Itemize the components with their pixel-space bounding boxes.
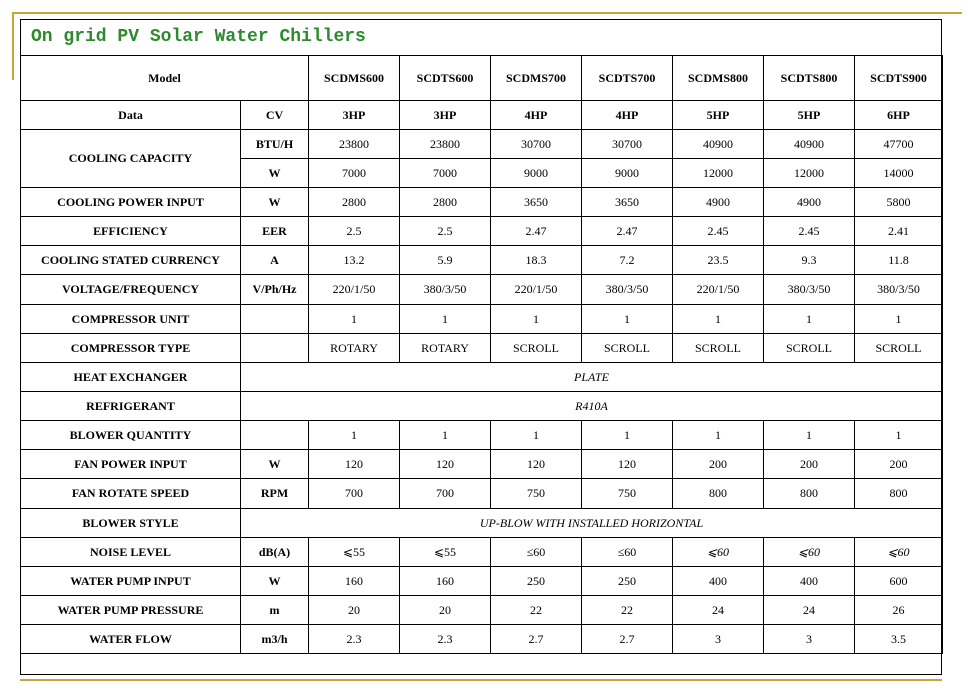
model-cell: SCDMS800: [673, 56, 764, 101]
value-cell: 4HP: [582, 101, 673, 130]
value-cell: 2.5: [400, 217, 491, 246]
row-label: FAN ROTATE SPEED: [21, 479, 241, 509]
value-cell: 12000: [673, 159, 764, 188]
row-label: BLOWER QUANTITY: [21, 421, 241, 450]
row-label: FAN POWER INPUT: [21, 450, 241, 479]
decorative-top-rule: [12, 12, 962, 14]
value-cell: 2.5: [309, 217, 400, 246]
compressor-unit-row: [21, 305, 943, 334]
merged-value-cell: UP-BLOW WITH INSTALLED HORIZONTAL: [241, 509, 943, 538]
value-cell: 1: [582, 305, 673, 334]
value-cell: 2.47: [491, 217, 582, 246]
row-label: BLOWER STYLE: [21, 509, 241, 538]
value-cell: 2.47: [582, 217, 673, 246]
value-cell: 160: [400, 567, 491, 596]
unit-cell: m: [241, 596, 309, 625]
value-cell: ≤60: [582, 538, 673, 567]
value-cell: 5HP: [764, 101, 855, 130]
value-cell: 700: [309, 479, 400, 509]
model-cell: SCDMS600: [309, 56, 400, 101]
fan-power-input-row: [21, 450, 943, 479]
value-cell: ROTARY: [400, 334, 491, 363]
value-cell: 220/1/50: [673, 275, 764, 305]
value-cell: 3650: [582, 188, 673, 217]
water-pump-pressure-row: [21, 596, 943, 625]
model-cell: SCDTS800: [764, 56, 855, 101]
value-cell: 220/1/50: [491, 275, 582, 305]
value-cell: 1: [400, 305, 491, 334]
value-cell: 2.7: [491, 625, 582, 654]
value-cell: 22: [582, 596, 673, 625]
value-cell: 23.5: [673, 246, 764, 275]
decorative-left-rule: [12, 12, 14, 80]
value-cell: 380/3/50: [582, 275, 673, 305]
value-cell: 380/3/50: [400, 275, 491, 305]
value-cell: 26: [855, 596, 943, 625]
row-label: REFRIGERANT: [21, 392, 241, 421]
unit-cell: V/Ph/Hz: [241, 275, 309, 305]
refrigerant-row: [21, 392, 943, 421]
cooling-stated-currency-row: [21, 246, 943, 275]
unit-cell: m3/h: [241, 625, 309, 654]
value-cell: 3HP: [309, 101, 400, 130]
row-label: NOISE LEVEL: [21, 538, 241, 567]
value-cell: 9.3: [764, 246, 855, 275]
row-label: COOLING POWER INPUT: [21, 188, 241, 217]
value-cell: 160: [309, 567, 400, 596]
value-cell: 13.2: [309, 246, 400, 275]
value-cell: 600: [855, 567, 943, 596]
model-label: Model: [21, 56, 309, 101]
efficiency-row: [21, 217, 943, 246]
blower-style-row: [21, 509, 943, 538]
value-cell: 800: [764, 479, 855, 509]
value-cell: 9000: [582, 159, 673, 188]
value-cell: 1: [582, 421, 673, 450]
value-cell: 18.3: [491, 246, 582, 275]
value-cell: 120: [400, 450, 491, 479]
water-pump-input-row: [21, 567, 943, 596]
value-cell: 1: [764, 305, 855, 334]
row-label: Data: [21, 101, 241, 130]
value-cell: 6HP: [855, 101, 943, 130]
value-cell: 3: [764, 625, 855, 654]
noise-level-row: [21, 538, 943, 567]
merged-value-cell: R410A: [241, 392, 943, 421]
value-cell: 2.3: [309, 625, 400, 654]
value-cell: 30700: [491, 130, 582, 159]
spec-table: [20, 55, 943, 654]
value-cell: SCROLL: [673, 334, 764, 363]
value-cell: 2.45: [673, 217, 764, 246]
unit-cell: A: [241, 246, 309, 275]
row-label: HEAT EXCHANGER: [21, 363, 241, 392]
value-cell: 200: [855, 450, 943, 479]
model-cell: SCDTS700: [582, 56, 673, 101]
value-cell: 7000: [400, 159, 491, 188]
cooling-capacity-btu-row: [21, 130, 943, 159]
row-label: COOLING CAPACITY: [21, 130, 241, 188]
value-cell: 11.8: [855, 246, 943, 275]
value-cell: 250: [491, 567, 582, 596]
row-label: WATER PUMP PRESSURE: [21, 596, 241, 625]
value-cell: 20: [309, 596, 400, 625]
value-cell: 5800: [855, 188, 943, 217]
unit-cell: CV: [241, 101, 309, 130]
row-label: COMPRESSOR UNIT: [21, 305, 241, 334]
row-label: WATER PUMP INPUT: [21, 567, 241, 596]
value-cell: 30700: [582, 130, 673, 159]
value-cell: 120: [491, 450, 582, 479]
value-cell: 14000: [855, 159, 943, 188]
value-cell: 250: [582, 567, 673, 596]
value-cell: ⩽55: [400, 538, 491, 567]
unit-cell: dB(A): [241, 538, 309, 567]
value-cell: SCROLL: [491, 334, 582, 363]
value-cell: 380/3/50: [764, 275, 855, 305]
row-label: COOLING STATED CURRENCY: [21, 246, 241, 275]
unit-cell: EER: [241, 217, 309, 246]
model-row: [21, 56, 943, 101]
value-cell: 7.2: [582, 246, 673, 275]
value-cell: ⩽60: [673, 538, 764, 567]
value-cell: 5.9: [400, 246, 491, 275]
value-cell: 400: [673, 567, 764, 596]
value-cell: 5HP: [673, 101, 764, 130]
value-cell: 4900: [764, 188, 855, 217]
blower-quantity-row: [21, 421, 943, 450]
unit-cell: [241, 334, 309, 363]
unit-cell: [241, 421, 309, 450]
value-cell: 2800: [400, 188, 491, 217]
value-cell: 750: [582, 479, 673, 509]
value-cell: ⩽55: [309, 538, 400, 567]
value-cell: 1: [673, 421, 764, 450]
value-cell: 22: [491, 596, 582, 625]
model-cell: SCDTS900: [855, 56, 943, 101]
value-cell: ⩽60: [855, 538, 943, 567]
page-title: On grid PV Solar Water Chillers: [31, 27, 366, 47]
heat-exchanger-row: [21, 363, 943, 392]
value-cell: 1: [673, 305, 764, 334]
value-cell: 120: [582, 450, 673, 479]
value-cell: 2.45: [764, 217, 855, 246]
value-cell: 24: [764, 596, 855, 625]
value-cell: 24: [673, 596, 764, 625]
row-label: VOLTAGE/FREQUENCY: [21, 275, 241, 305]
unit-cell: W: [241, 567, 309, 596]
value-cell: 1: [309, 305, 400, 334]
row-label: COMPRESSOR TYPE: [21, 334, 241, 363]
value-cell: 800: [673, 479, 764, 509]
value-cell: 1: [855, 305, 943, 334]
value-cell: 200: [673, 450, 764, 479]
value-cell: 1: [309, 421, 400, 450]
value-cell: 800: [855, 479, 943, 509]
value-cell: 2800: [309, 188, 400, 217]
value-cell: 23800: [400, 130, 491, 159]
merged-value-cell: PLATE: [241, 363, 943, 392]
value-cell: 200: [764, 450, 855, 479]
value-cell: 9000: [491, 159, 582, 188]
value-cell: 2.41: [855, 217, 943, 246]
value-cell: SCROLL: [764, 334, 855, 363]
value-cell: 3: [673, 625, 764, 654]
value-cell: 3650: [491, 188, 582, 217]
value-cell: 380/3/50: [855, 275, 943, 305]
value-cell: 1: [400, 421, 491, 450]
value-cell: 1: [491, 421, 582, 450]
value-cell: ROTARY: [309, 334, 400, 363]
unit-cell: W: [241, 450, 309, 479]
value-cell: SCROLL: [855, 334, 943, 363]
value-cell: 700: [400, 479, 491, 509]
cooling-power-input-row: [21, 188, 943, 217]
value-cell: 3.5: [855, 625, 943, 654]
water-flow-row: [21, 625, 943, 654]
row-label: EFFICIENCY: [21, 217, 241, 246]
value-cell: 2.3: [400, 625, 491, 654]
value-cell: 1: [855, 421, 943, 450]
value-cell: 47700: [855, 130, 943, 159]
value-cell: ≤60: [491, 538, 582, 567]
value-cell: 40900: [764, 130, 855, 159]
value-cell: 20: [400, 596, 491, 625]
row-label: WATER FLOW: [21, 625, 241, 654]
compressor-type-row: [21, 334, 943, 363]
unit-cell: [241, 305, 309, 334]
value-cell: 7000: [309, 159, 400, 188]
model-cell: SCDMS700: [491, 56, 582, 101]
value-cell: 220/1/50: [309, 275, 400, 305]
decorative-bottom-rule: [20, 679, 942, 681]
value-cell: SCROLL: [582, 334, 673, 363]
unit-cell: BTU/H: [241, 130, 309, 159]
value-cell: 23800: [309, 130, 400, 159]
value-cell: 40900: [673, 130, 764, 159]
value-cell: 2.7: [582, 625, 673, 654]
value-cell: 3HP: [400, 101, 491, 130]
model-cell: SCDTS600: [400, 56, 491, 101]
voltage-frequency-row: [21, 275, 943, 305]
value-cell: 4HP: [491, 101, 582, 130]
unit-cell: RPM: [241, 479, 309, 509]
unit-cell: W: [241, 159, 309, 188]
value-cell: 1: [491, 305, 582, 334]
fan-rotate-speed-row: [21, 479, 943, 509]
value-cell: 1: [764, 421, 855, 450]
unit-cell: W: [241, 188, 309, 217]
value-cell: 12000: [764, 159, 855, 188]
value-cell: ⩽60: [764, 538, 855, 567]
value-cell: 750: [491, 479, 582, 509]
value-cell: 4900: [673, 188, 764, 217]
value-cell: 400: [764, 567, 855, 596]
value-cell: 120: [309, 450, 400, 479]
hp-row: [21, 101, 943, 130]
